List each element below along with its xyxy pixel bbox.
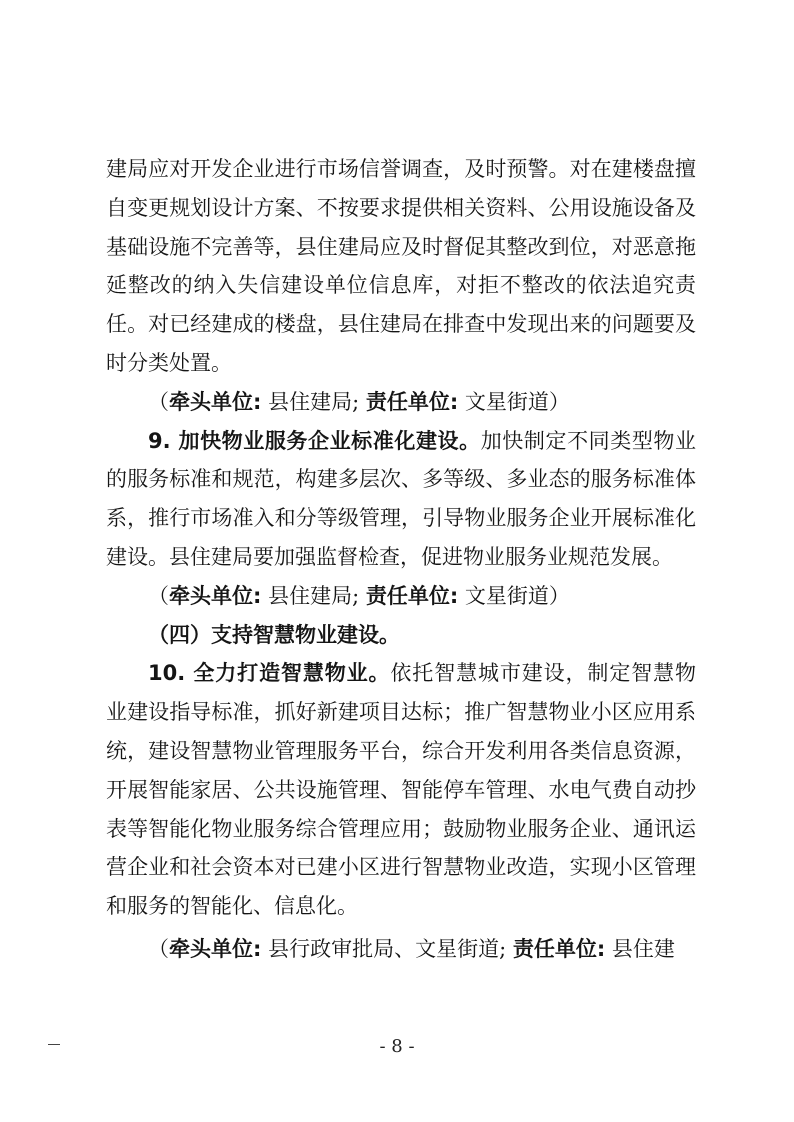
- section-4-heading: [106, 616, 696, 655]
- lead-unit: 县行政审批局、文星街道;: [261, 936, 513, 961]
- page-number: - 8 -: [379, 1036, 415, 1057]
- open-paren: （: [148, 936, 169, 961]
- responsibility-line-1: [106, 383, 696, 422]
- open-paren: （: [148, 389, 169, 414]
- responsible-unit-label: 责任单位:: [512, 936, 606, 961]
- document-body: [106, 150, 696, 969]
- responsibility-line-2: [106, 577, 696, 616]
- lead-unit-label: 牵头单位:: [169, 936, 262, 961]
- lead-unit: 县住建局;: [261, 389, 366, 414]
- responsibility-line-3: [106, 930, 696, 969]
- responsible-unit: 文星街道）: [458, 389, 570, 414]
- item-9-paragraph: [106, 422, 696, 577]
- lead-unit: 县住建局;: [261, 583, 366, 608]
- item-9-body: 加快制定不同类型物业的服务标准和规范，构建多层次、多等级、多业态的服务标准体系，推行市场准入和分等级管理，引导物业服务企业开展标准化建设。县住建局要加强监督检查，促进物业服务业规范发展。: [106, 428, 697, 569]
- lead-unit-label: 牵头单位:: [169, 583, 262, 608]
- open-paren: （: [148, 583, 169, 608]
- section-4-title: （四）支持智慧物业建设。: [148, 622, 400, 647]
- responsible-unit: 文星街道）: [458, 583, 570, 608]
- item-10-body: 依托智慧城市建设，制定智慧物业建设指导标准，抓好新建项目达标；推广智慧物业小区应用系统，建设智慧物业管理服务平台，综合开发利用各类信息资源，开展智能家居、公共设施管理、智能停车管理、水电气费自动抄表等智能化物业服务综合管理应用；鼓励物业服务企业、通讯运营企业和社会资本对已建小区进行智慧物业改造，实现小区管理和服务的智能化、信息化。: [106, 661, 696, 919]
- responsible-unit-label: 责任单位:: [365, 583, 459, 608]
- item-10-title: 10. 全力打造智慧物业。: [148, 661, 391, 686]
- item-9-title: 9. 加快物业服务企业标准化建设。: [148, 428, 481, 453]
- responsible-unit: 县住建: [605, 936, 675, 961]
- responsible-unit-label: 责任单位:: [365, 389, 459, 414]
- item-10-paragraph: [106, 654, 696, 926]
- lead-unit-label: 牵头单位:: [169, 389, 262, 414]
- paragraph-continuation: 建局应对开发企业进行市场信誉调查，及时预警。对在建楼盘擅自变更规划设计方案、不按要求提供相关资料、公用设施设备及基础设施不完善等，县住建局应及时督促其整改到位，对恶意拖延整改的纳入失信建设单位信息库，对拒不整改的依法追究责任。对已经建成的楼盘，县住建局在排查中发现出来的问题要及时分类处置。: [106, 157, 696, 375]
